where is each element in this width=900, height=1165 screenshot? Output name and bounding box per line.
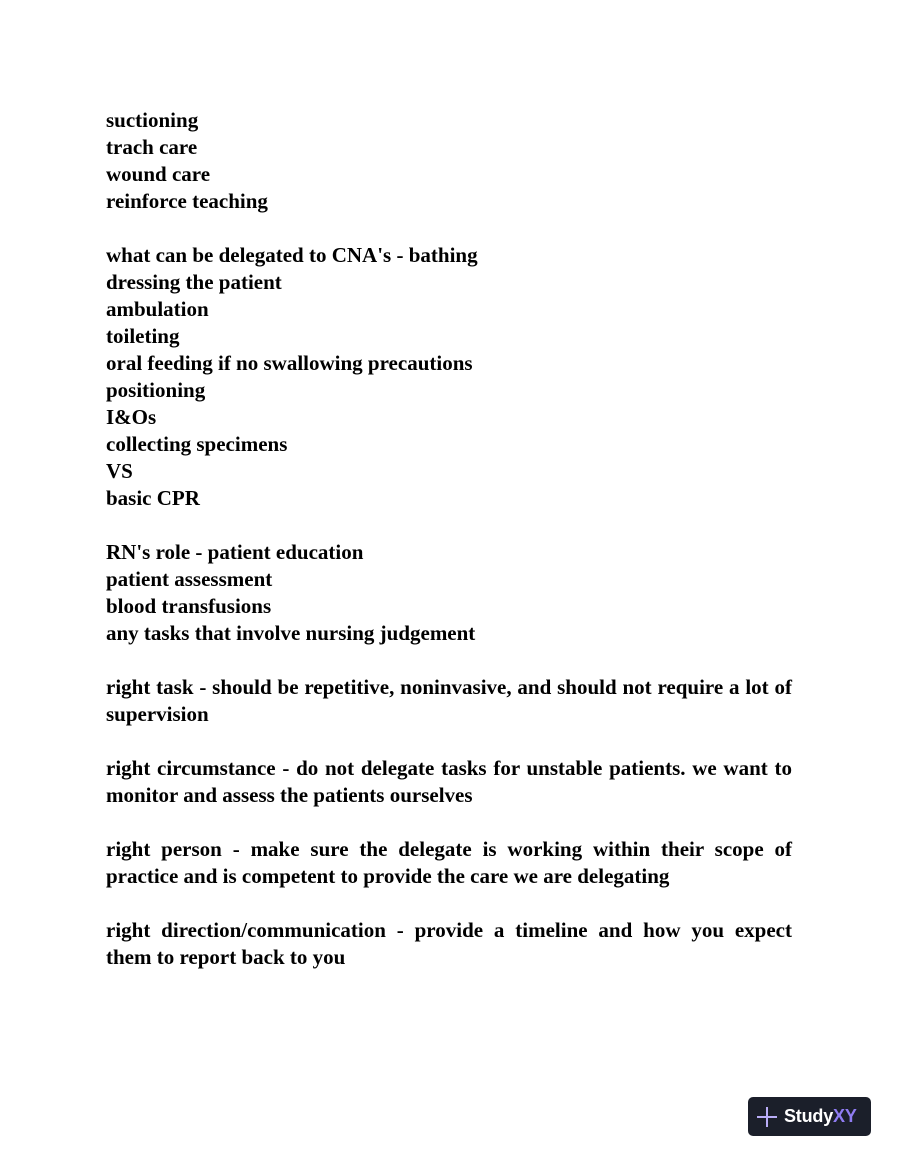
plus-icon: [756, 1106, 778, 1128]
list-item: ambulation: [106, 297, 209, 321]
spacer: [106, 215, 792, 242]
list-item: wound care: [106, 162, 211, 186]
list-item: I&Os: [106, 405, 157, 429]
list-item: blood transfusions: [106, 594, 272, 618]
spacer: [106, 890, 792, 917]
list-item: VS: [106, 459, 133, 483]
group-cna-delegation: [106, 242, 792, 512]
document-page: [106, 107, 792, 971]
list-item: patient assessment: [106, 567, 273, 591]
paragraph-right-circumstance: right circumstance - do not delegate tasks for unstable patients. we want to monitor and assess the patients ourselves: [106, 756, 792, 807]
list-item: suctioning: [106, 108, 199, 132]
spacer: [106, 512, 792, 539]
list-item: collecting specimens: [106, 432, 288, 456]
brand-name: [784, 1106, 857, 1127]
spacer: [106, 809, 792, 836]
list-item: toileting: [106, 324, 180, 348]
brand-name-accent: XY: [833, 1106, 857, 1126]
list-item: reinforce teaching: [106, 189, 268, 213]
paragraph-right-person: right person - make sure the delegate is working within their scope of practice and is competent to provide the care we are delegating: [106, 837, 792, 888]
group-tasks-list: [106, 107, 792, 215]
list-item: any tasks that involve nursing judgement: [106, 621, 476, 645]
studyxy-badge[interactable]: [748, 1097, 871, 1136]
spacer: [106, 647, 792, 674]
list-item: positioning: [106, 378, 206, 402]
list-item: basic CPR: [106, 486, 200, 510]
list-item: trach care: [106, 135, 198, 159]
list-item: oral feeding if no swallowing precautions: [106, 351, 473, 375]
paragraph-right-task: right task - should be repetitive, noninvasive, and should not require a lot of supervision: [106, 675, 792, 726]
list-item: dressing the patient: [106, 270, 282, 294]
list-item: RN's role - patient education: [106, 540, 364, 564]
list-item: what can be delegated to CNA's - bathing: [106, 243, 478, 267]
spacer: [106, 728, 792, 755]
brand-name-main: Study: [784, 1106, 834, 1126]
paragraph-right-direction: right direction/communication - provide a timeline and how you expect them to report back to you: [106, 918, 792, 969]
group-rn-role: [106, 539, 792, 647]
